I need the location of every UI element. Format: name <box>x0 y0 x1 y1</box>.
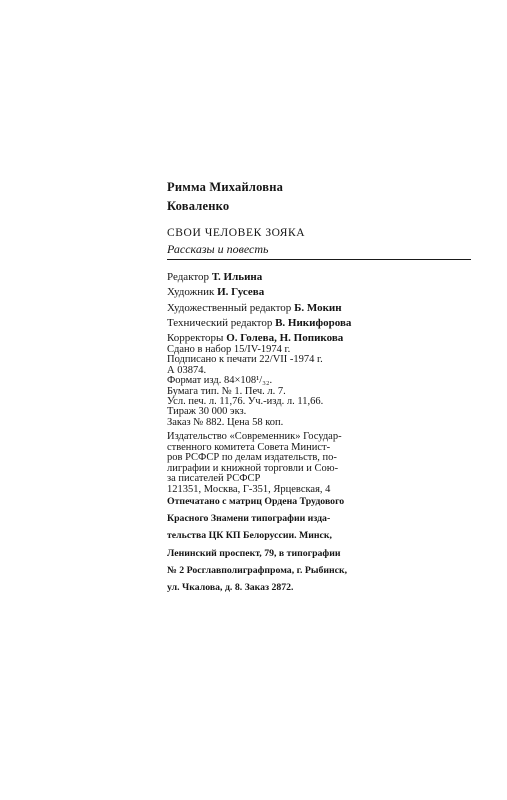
author-last-line: Коваленко <box>167 199 230 213</box>
book-subtitle: Рассказы и повесть <box>167 242 269 256</box>
print-detail-line: Тираж 30 000 экз. <box>167 406 247 418</box>
staff-role: Корректоры <box>167 332 224 345</box>
print-detail-line: Бумага тип. № 1. Печ. л. 7. <box>167 385 286 397</box>
staff-name: И. Гусева <box>217 286 265 299</box>
staff-name: Т. Ильина <box>211 271 263 283</box>
staff-line <box>167 270 472 285</box>
publisher-line: ров РСФСР по делам издательств, по- <box>167 452 337 464</box>
staff-credits <box>167 270 472 346</box>
publisher-line: 121351, Москва, Г-351, Ярцевская, 4 <box>167 483 331 495</box>
staff-name: В. Никифорова <box>275 316 352 329</box>
divider-rule <box>167 259 471 260</box>
print-detail-line: Подписано к печати 22/VII -1974 г. <box>167 354 323 366</box>
printer-line: Ленинский проспект, 79, в типографии <box>167 547 341 559</box>
printer-line: тельства ЦК КП Белоруссии. Минск, <box>167 530 332 542</box>
staff-role: Художник <box>167 286 215 299</box>
staff-role: Художественный редактор <box>167 301 292 314</box>
staff-line <box>167 301 472 316</box>
printer-line: ул. Чкалова, д. 8. Заказ 2872. <box>167 582 294 594</box>
print-detail-line: Формат изд. 84×108¹/₃₂. <box>167 375 273 387</box>
staff-name: О. Голева, Н. Попикова <box>226 332 344 345</box>
staff-role: Технический редактор <box>167 316 273 329</box>
staff-name: Б. Мокин <box>294 301 342 314</box>
staff-role: Редактор <box>167 271 210 283</box>
print-detail-line: Сдано в набор 15/IV-1974 г. <box>167 344 291 355</box>
staff-line <box>167 285 472 300</box>
publisher-line: Издательство «Современник» Государ- <box>167 431 342 442</box>
print-detail-line: Усл. печ. л. 11,76. Уч.-изд. л. 11,66. <box>167 396 324 408</box>
author-first-line: Римма Михайловна <box>167 180 284 194</box>
print-details <box>167 345 472 428</box>
publisher-line: за писателей РСФСР <box>167 473 261 485</box>
printer-line: Красного Знамени типографии изда- <box>167 513 331 525</box>
printer-line: № 2 Росглавполиграфпрома, г. Рыбинск, <box>167 564 348 576</box>
staff-line <box>167 316 472 331</box>
print-detail-line: А 03874. <box>167 364 207 376</box>
book-title-block <box>167 225 472 257</box>
book-title: СВОИ ЧЕЛОВЕК ЗОЯКА <box>167 227 306 239</box>
author-name <box>167 178 472 216</box>
print-detail-line: Заказ № 882. Цена 58 коп. <box>167 416 284 428</box>
printer-info <box>167 493 472 596</box>
publisher-line: ственного комитета Совета Минист- <box>167 441 331 453</box>
publisher-line: лиграфии и книжной торговли и Сою- <box>167 462 339 474</box>
publisher-info <box>167 432 472 496</box>
printer-line: Отпечатано с матриц Ордена Трудового <box>167 496 345 507</box>
